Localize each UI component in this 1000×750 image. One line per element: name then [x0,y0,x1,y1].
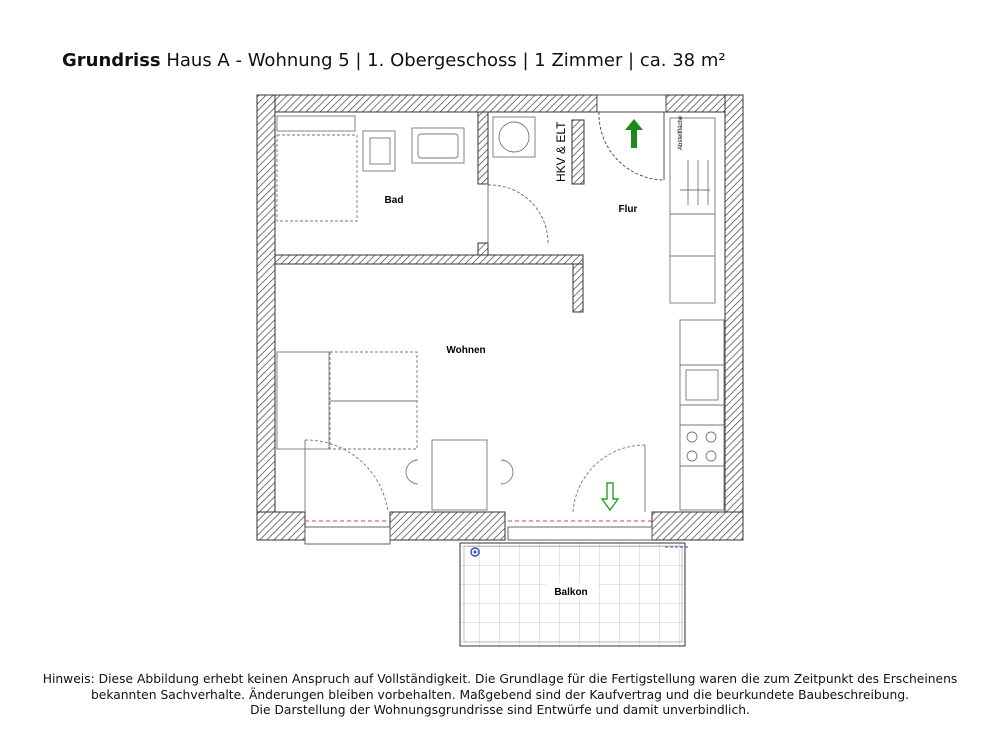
bathroom-fixtures [277,116,548,243]
disclaimer-line-1: Hinweis: Diese Abbildung erhebt keinen Anspruch auf Vollständigkeit. Die Grundlage für die Fertigstellung waren die zum Zeitpunkt des Erscheinens [42,672,958,686]
plan-title-rest: Haus A - Wohnung 5 | 1. Obergeschoss | 1 Zimmer | ca. 38 m² [160,50,726,71]
abstell-label: Abstellfläche [678,115,684,150]
storage-furniture [670,118,715,303]
arrow-up-icon [625,119,643,148]
room-flur: Flur [618,204,638,215]
arrow-down-icon [602,483,618,510]
disclaimer [30,672,970,719]
room-balkon: Balkon [554,587,588,598]
kitchen-counter [680,320,724,510]
living-furniture [277,352,645,512]
plan-title-bold: Grundriss [62,50,161,71]
room-wohnen: Wohnen [446,345,486,356]
interior-walls [275,112,584,312]
disclaimer-line-2: bekannten Sachverhalte. Änderungen bleiben vorbehalten. Maßgebend sind der Kaufvertrag und die beurkundete Baubeschreibung. [90,687,910,702]
hkv-label: HKV & ELT [554,121,568,182]
disclaimer-line-3: Die Darstellung der Wohnungsgrundrisse sind Entwürfe und damit unverbindlich. [250,703,750,717]
room-bad: Bad [384,195,404,206]
